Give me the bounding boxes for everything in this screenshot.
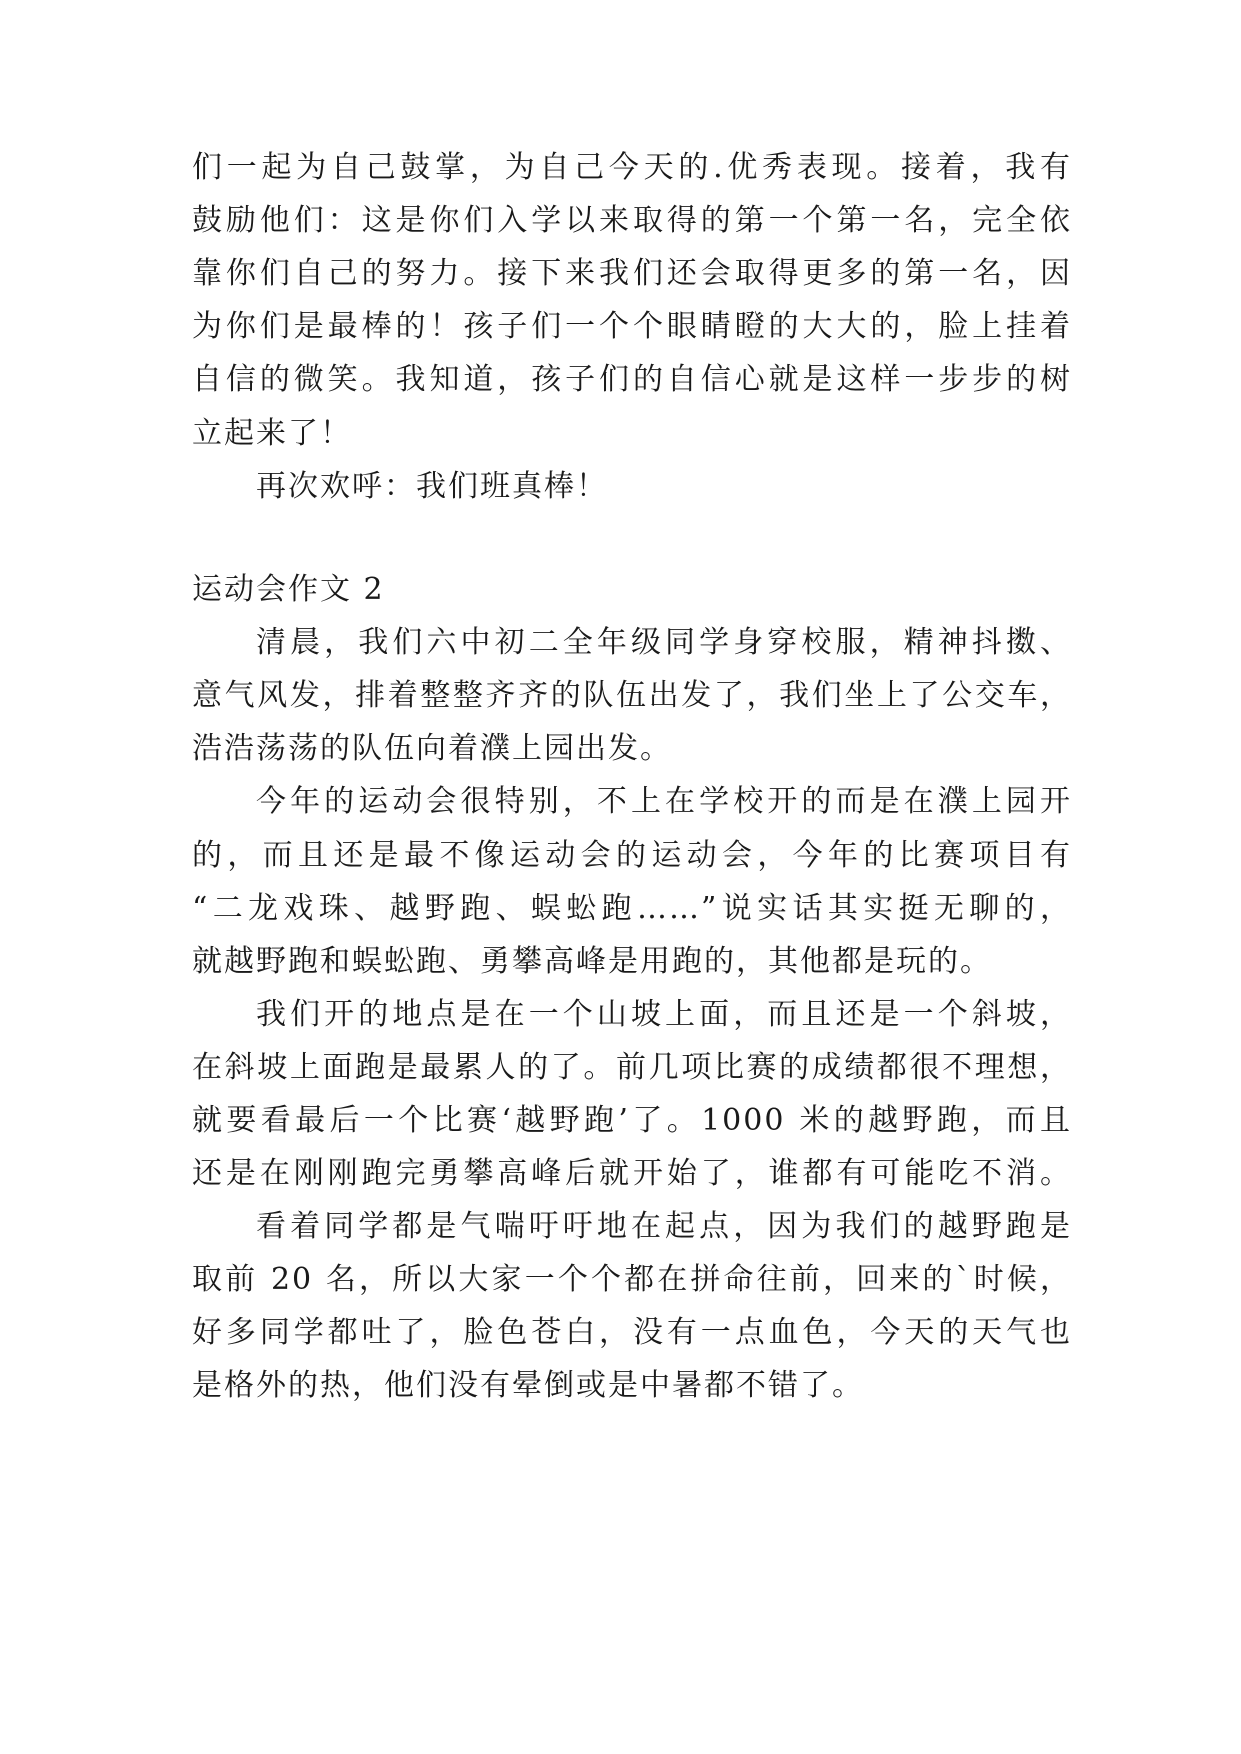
section-heading: 运动会作文 2 [192, 572, 385, 607]
text-line: 看着同学都是气喘吁吁地在起点，因为我们的越野跑是 [256, 1209, 1072, 1244]
text-line: 立起来了！ [192, 416, 352, 451]
text-line: 是格外的热，他们没有晕倒或是中暑都不错了。 [192, 1368, 864, 1403]
text-line: 清晨，我们六中初二全年级同学身穿校服，精神抖擞、 [256, 625, 1072, 660]
text-line: 就要看最后一个比赛‘越野跑’了。1000 米的越野跑，而且 [192, 1103, 1072, 1138]
text-line: 为你们是最棒的！孩子们一个个眼睛瞪的大大的，脸上挂着 [192, 309, 1072, 344]
text-line: 自信的微笑。我知道，孩子们的自信心就是这样一步步的树 [192, 362, 1072, 397]
text-line: 还是在刚刚跑完勇攀高峰后就开始了，谁都有可能吃不消。 [192, 1156, 1072, 1191]
text-line: 们一起为自己鼓掌，为自己今天的.优秀表现。接着，我有 [192, 150, 1072, 185]
text-line: 再次欢呼：我们班真棒！ [256, 469, 608, 504]
text-line: 今年的运动会很特别，不上在学校开的而是在濮上园开 [256, 784, 1072, 819]
text-line: 就越野跑和蜈蚣跑、勇攀高峰是用跑的，其他都是玩的。 [192, 944, 992, 979]
text-line: 靠你们自己的努力。接下来我们还会取得更多的第一名，因 [192, 256, 1072, 291]
text-line: 取前 20 名，所以大家一个个都在拼命往前，回来的`时候， [192, 1262, 1072, 1297]
text-line: 鼓励他们：这是你们入学以来取得的第一个第一名，完全依 [192, 203, 1072, 238]
text-line: “二龙戏珠、越野跑、蜈蚣跑……”说实话其实挺无聊的， [192, 891, 1072, 926]
text-line: 的，而且还是最不像运动会的运动会，今年的比赛项目有 [192, 838, 1072, 873]
text-line: 我们开的地点是在一个山坡上面，而且还是一个斜坡， [256, 997, 1072, 1032]
text-line: 在斜坡上面跑是最累人的了。前几项比赛的成绩都很不理想， [192, 1050, 1072, 1085]
text-line: 意气风发，排着整整齐齐的队伍出发了，我们坐上了公交车， [192, 678, 1072, 713]
text-line: 好多同学都吐了，脸色苍白，没有一点血色，今天的天气也 [192, 1315, 1072, 1350]
text-line: 浩浩荡荡的队伍向着濮上园出发。 [192, 731, 672, 766]
